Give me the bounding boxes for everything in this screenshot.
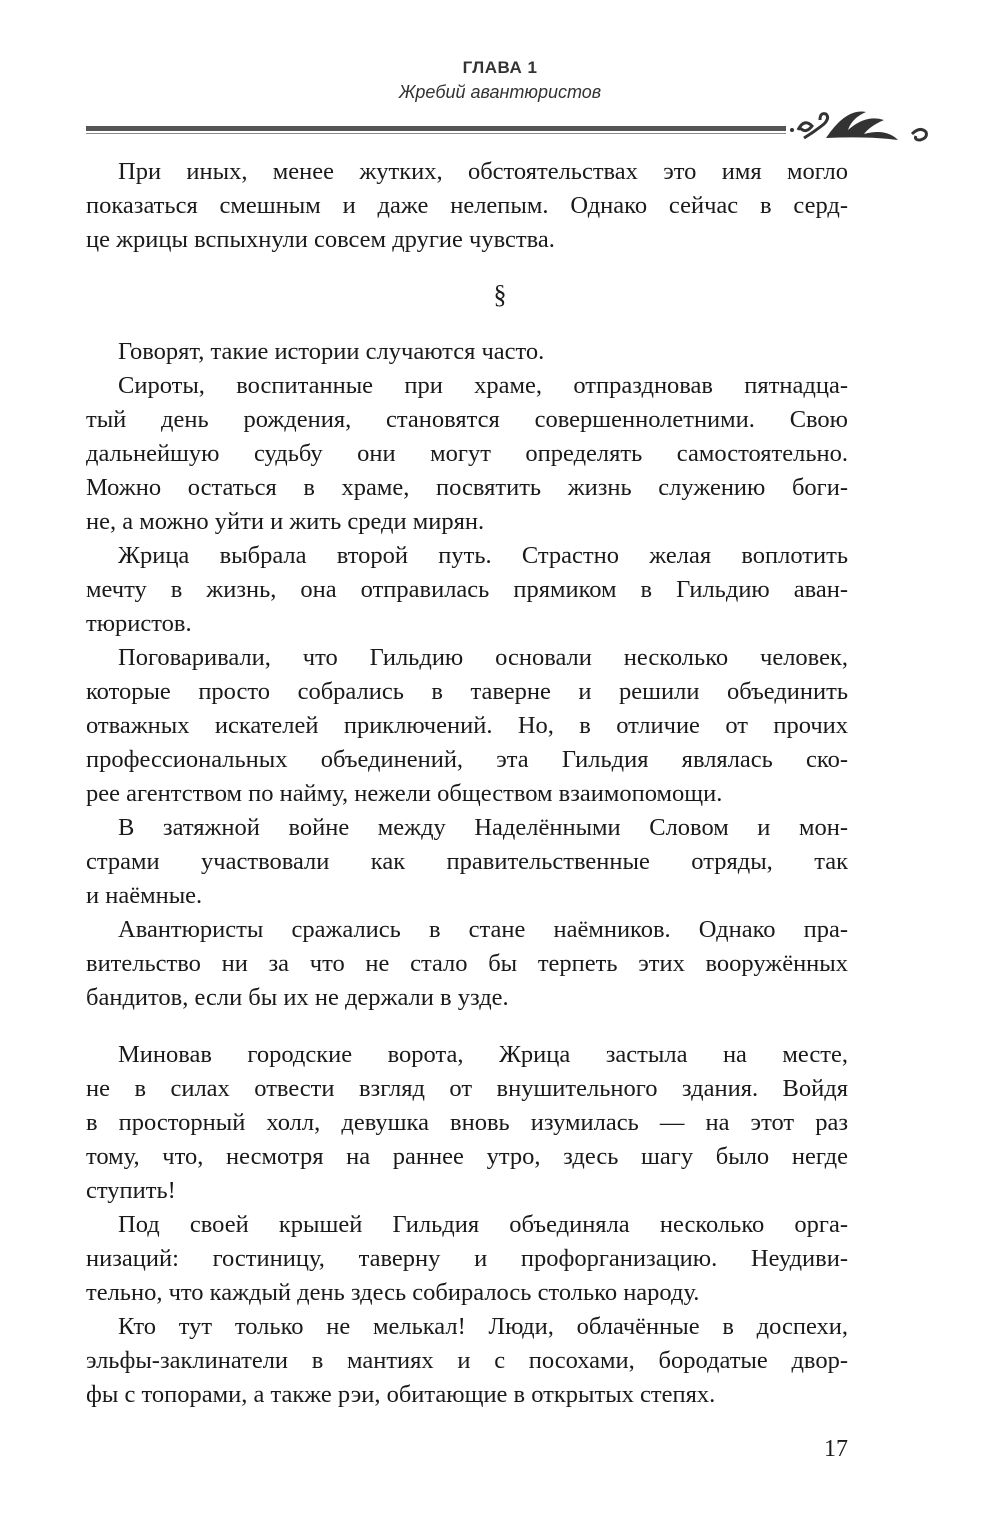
text-line: тому, что, несмотря на раннее утро, здесь шагу было негде bbox=[86, 1143, 848, 1170]
text-line: Можно остаться в храме, посвятить жизнь служению боги- bbox=[86, 474, 848, 501]
text-line: В затяжной войне между Наделёнными Словом и мон- bbox=[118, 814, 848, 841]
text-line: Кто тут только не мелькал! Люди, облачённые в доспехи, bbox=[118, 1313, 848, 1340]
text-line: Под своей крышей Гильдия объединяла несколько орга- bbox=[118, 1211, 848, 1238]
text-line: не в силах отвести взгляд от внушительного здания. Войдя bbox=[86, 1075, 848, 1102]
text-line: эльфы-заклинатели в мантиях и с посохами, бородатые двор- bbox=[86, 1347, 848, 1374]
chapter-label: ГЛАВА 1 bbox=[462, 58, 538, 77]
text-line: Поговаривали, что Гильдию основали несколько человек, bbox=[118, 644, 848, 671]
chapter-title: Жребий авантюристов bbox=[398, 82, 602, 102]
text-line: которые просто собрались в таверне и решили объединить bbox=[86, 678, 848, 705]
text-line: При иных, менее жутких, обстоятельствах это имя могло bbox=[118, 158, 848, 185]
text-line: страми участвовали как правительственные отряды, так bbox=[86, 848, 848, 875]
text-line: низаций: гостиницу, таверну и профорганизацию. Неудиви- bbox=[86, 1245, 848, 1272]
text-line: фы с топорами, а также рэи, обитающие в открытых степях. bbox=[86, 1381, 716, 1408]
text-line: профессиональных объединений, эта Гильдия являлась ско- bbox=[86, 746, 848, 773]
text-line: Авантюристы сражались в стане наёмников. Однако пра- bbox=[118, 916, 848, 943]
text-line: Жрица выбрала второй путь. Страстно желая воплотить bbox=[118, 542, 848, 569]
text-line: тельно, что каждый день здесь собиралось столько народу. bbox=[86, 1279, 700, 1306]
text-line: дальнейшую судьбу они могут определять самостоятельно. bbox=[86, 440, 848, 467]
text-line: вительство ни за что не стало бы терпеть этих вооружённых bbox=[86, 950, 848, 977]
text-line: Сироты, воспитанные при храме, отпраздновав пятнадца- bbox=[118, 372, 848, 399]
section-mark: § bbox=[493, 280, 507, 309]
text-block-2 bbox=[86, 335, 848, 1412]
text-line: показаться смешным и даже нелепым. Однако сейчас в серд- bbox=[86, 192, 848, 219]
text-line: Говорят, такие истории случаются часто. bbox=[118, 338, 545, 365]
text-line: рее агентством по найму, нежели обществом взаимопомощи. bbox=[86, 780, 723, 807]
text-line: отважных искателей приключений. Но, в отличие от прочих bbox=[86, 712, 848, 739]
header-rule bbox=[86, 126, 786, 131]
text-line: мечту в жизнь, она отправилась прямиком в Гильдию аван- bbox=[86, 576, 848, 603]
text-line: ступить! bbox=[86, 1177, 176, 1204]
text-line: и наёмные. bbox=[86, 882, 203, 909]
text-line: не, а можно уйти и жить среди мирян. bbox=[86, 508, 485, 535]
header-rule-thin bbox=[86, 133, 786, 134]
text-line: в просторный холл, девушка вновь изумилась — на этот раз bbox=[86, 1109, 848, 1136]
text-line: Миновав городские ворота, Жрица застыла на месте, bbox=[118, 1041, 848, 1068]
flourish-ornament-icon bbox=[786, 104, 936, 152]
text-line: тюристов. bbox=[86, 610, 192, 637]
text-line: бандитов, если бы их не держали в узде. bbox=[86, 984, 509, 1011]
text-line: тый день рождения, становятся совершеннолетними. Свою bbox=[86, 406, 848, 433]
scene-break bbox=[86, 1015, 848, 1038]
text-block-1 bbox=[86, 155, 848, 257]
page-number: 17 bbox=[824, 1436, 848, 1462]
text-line: це жрицы вспыхнули совсем другие чувства. bbox=[86, 226, 555, 253]
